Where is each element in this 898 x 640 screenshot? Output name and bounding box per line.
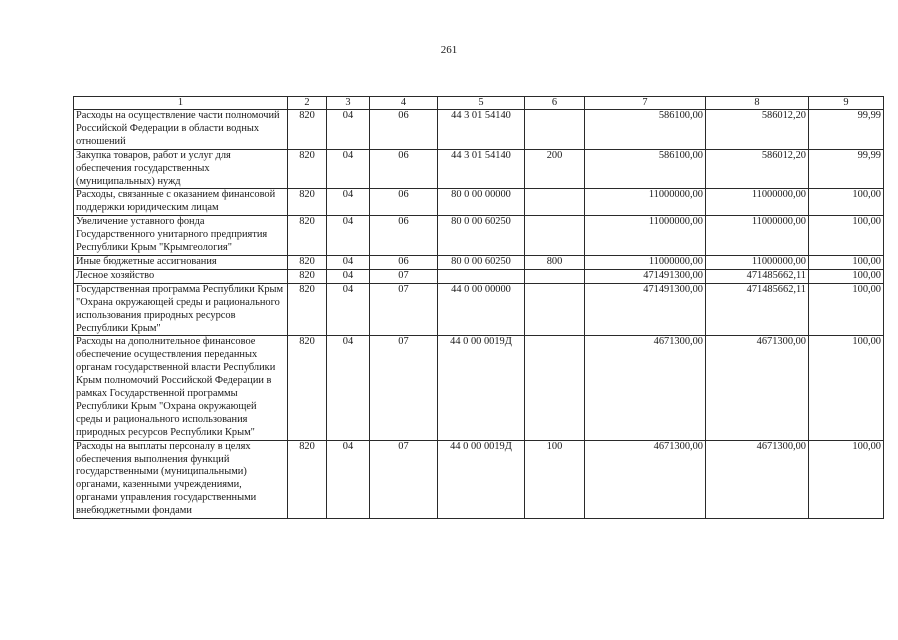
- row-description: Увеличение уставного фонда Государственного унитарного предприятия Республики Крым "Крымгеология": [74, 216, 288, 256]
- row-execution-percent: 99,99: [809, 110, 884, 150]
- row-chapter-code: 820: [288, 216, 327, 256]
- row-execution-percent: 99,99: [809, 149, 884, 189]
- row-approved-amount: 11000000,00: [585, 189, 706, 216]
- row-expense-type: [525, 110, 585, 150]
- row-execution-percent: 100,00: [809, 269, 884, 283]
- row-approved-amount: 4671300,00: [585, 336, 706, 440]
- row-approved-amount: 586100,00: [585, 110, 706, 150]
- row-expense-type: [525, 269, 585, 283]
- header-col-6: 6: [525, 97, 585, 110]
- row-description: Государственная программа Республики Крым "Охрана окружающей среды и рационального использования природных ресурсов Республики Крым": [74, 283, 288, 336]
- row-execution-percent: 100,00: [809, 440, 884, 518]
- row-executed-amount: 11000000,00: [706, 255, 809, 269]
- row-subsection-code: 06: [370, 189, 438, 216]
- table-row: [74, 149, 884, 189]
- row-subsection-code: 07: [370, 269, 438, 283]
- row-expense-type: [525, 189, 585, 216]
- row-executed-amount: 4671300,00: [706, 336, 809, 440]
- header-col-9: 9: [809, 97, 884, 110]
- row-executed-amount: 586012,20: [706, 110, 809, 150]
- row-approved-amount: 11000000,00: [585, 216, 706, 256]
- row-chapter-code: 820: [288, 269, 327, 283]
- row-approved-amount: 471491300,00: [585, 283, 706, 336]
- row-description: Расходы на выплаты персоналу в целях обеспечения выполнения функций государственными (муниципальными) органами, казенными учреждениями, органами управления государственными внебюджетными фондами: [74, 440, 288, 518]
- header-col-3: 3: [327, 97, 370, 110]
- row-description: Расходы, связанные с оказанием финансовой поддержки юридическим лицам: [74, 189, 288, 216]
- row-section-code: 04: [327, 110, 370, 150]
- header-col-7: 7: [585, 97, 706, 110]
- row-section-code: 04: [327, 149, 370, 189]
- row-chapter-code: 820: [288, 336, 327, 440]
- table-row: [74, 255, 884, 269]
- row-description: Расходы на дополнительное финансовое обеспечение осуществления переданных органам государственной власти Республики Крым полномочий Российской Федерации в рамках Государственной программы Республики Крым "Охрана окружающей среды и рационального использования природных ресурсов Республики Крым": [74, 336, 288, 440]
- row-section-code: 04: [327, 440, 370, 518]
- row-expense-type: [525, 336, 585, 440]
- row-expense-type: [525, 283, 585, 336]
- table-row: [74, 110, 884, 150]
- row-target-article: 80 0 00 00000: [438, 189, 525, 216]
- header-col-1: 1: [74, 97, 288, 110]
- row-target-article: 44 3 01 54140: [438, 149, 525, 189]
- table-row: [74, 283, 884, 336]
- row-chapter-code: 820: [288, 283, 327, 336]
- row-description: Лесное хозяйство: [74, 269, 288, 283]
- row-description: Иные бюджетные ассигнования: [74, 255, 288, 269]
- row-target-article: 44 0 00 00000: [438, 283, 525, 336]
- row-section-code: 04: [327, 269, 370, 283]
- row-executed-amount: 4671300,00: [706, 440, 809, 518]
- row-subsection-code: 06: [370, 216, 438, 256]
- table-row: [74, 189, 884, 216]
- row-approved-amount: 586100,00: [585, 149, 706, 189]
- row-chapter-code: 820: [288, 110, 327, 150]
- row-executed-amount: 11000000,00: [706, 189, 809, 216]
- row-executed-amount: 471485662,11: [706, 283, 809, 336]
- row-subsection-code: 07: [370, 440, 438, 518]
- row-executed-amount: 11000000,00: [706, 216, 809, 256]
- row-section-code: 04: [327, 216, 370, 256]
- row-target-article: 44 0 00 0019Д: [438, 440, 525, 518]
- row-chapter-code: 820: [288, 440, 327, 518]
- header-col-8: 8: [706, 97, 809, 110]
- row-approved-amount: 4671300,00: [585, 440, 706, 518]
- row-chapter-code: 820: [288, 255, 327, 269]
- row-chapter-code: 820: [288, 149, 327, 189]
- row-subsection-code: 07: [370, 336, 438, 440]
- table-row: [74, 336, 884, 440]
- row-execution-percent: 100,00: [809, 216, 884, 256]
- row-target-article: 44 3 01 54140: [438, 110, 525, 150]
- row-subsection-code: 06: [370, 255, 438, 269]
- row-chapter-code: 820: [288, 189, 327, 216]
- row-target-article: 44 0 00 0019Д: [438, 336, 525, 440]
- table-row: [74, 216, 884, 256]
- row-approved-amount: 471491300,00: [585, 269, 706, 283]
- row-execution-percent: 100,00: [809, 336, 884, 440]
- row-section-code: 04: [327, 336, 370, 440]
- row-section-code: 04: [327, 255, 370, 269]
- header-col-5: 5: [438, 97, 525, 110]
- row-execution-percent: 100,00: [809, 283, 884, 336]
- budget-table: [73, 96, 884, 519]
- row-target-article: 80 0 00 60250: [438, 216, 525, 256]
- table-header-row: [74, 97, 884, 110]
- row-expense-type: 800: [525, 255, 585, 269]
- page-number: 261: [440, 44, 458, 56]
- row-subsection-code: 07: [370, 283, 438, 336]
- table-row: [74, 269, 884, 283]
- row-expense-type: [525, 216, 585, 256]
- row-expense-type: 100: [525, 440, 585, 518]
- row-target-article: 80 0 00 60250: [438, 255, 525, 269]
- row-subsection-code: 06: [370, 110, 438, 150]
- row-section-code: 04: [327, 189, 370, 216]
- header-col-2: 2: [288, 97, 327, 110]
- header-col-4: 4: [370, 97, 438, 110]
- row-target-article: [438, 269, 525, 283]
- row-expense-type: 200: [525, 149, 585, 189]
- table-row: [74, 440, 884, 518]
- row-execution-percent: 100,00: [809, 255, 884, 269]
- row-description: Закупка товаров, работ и услуг для обеспечения государственных (муниципальных) нужд: [74, 149, 288, 189]
- row-approved-amount: 11000000,00: [585, 255, 706, 269]
- row-section-code: 04: [327, 283, 370, 336]
- row-description: Расходы на осуществление части полномочий Российской Федерации в области водных отношений: [74, 110, 288, 150]
- row-executed-amount: 586012,20: [706, 149, 809, 189]
- row-execution-percent: 100,00: [809, 189, 884, 216]
- row-subsection-code: 06: [370, 149, 438, 189]
- row-executed-amount: 471485662,11: [706, 269, 809, 283]
